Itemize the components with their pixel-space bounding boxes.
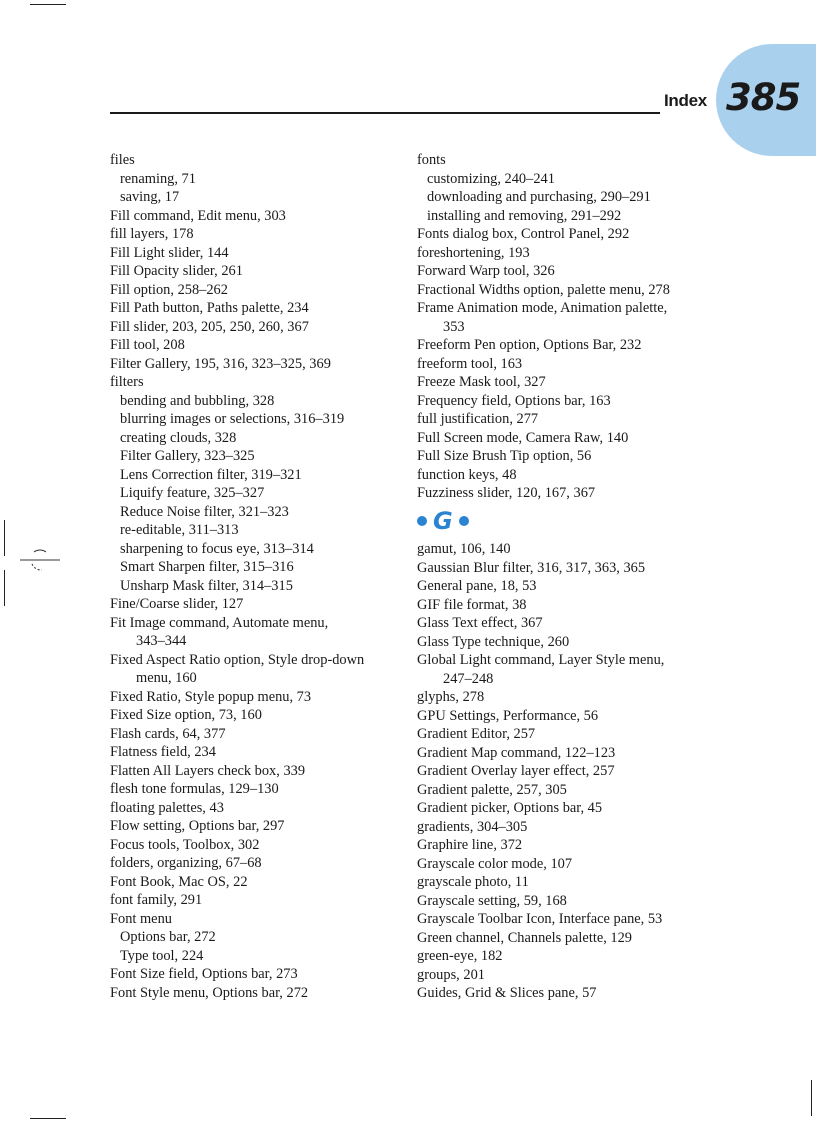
index-entry: Gradient Overlay layer effect, 257 <box>417 763 615 779</box>
header-rule <box>110 112 660 114</box>
index-entry-continuation: 353 <box>443 318 465 335</box>
bullet-icon <box>459 516 469 526</box>
index-subentry: bending and bubbling, 328 <box>120 392 275 409</box>
index-subentry: Reduce Noise filter, 321–323 <box>120 503 289 520</box>
index-entry: Fractional Widths option, palette menu, 278 <box>417 281 670 298</box>
index-entry: Frame Animation mode, Animation palette, <box>417 300 668 316</box>
index-entry: Guides, Grid & Slices pane, 57 <box>417 985 597 1001</box>
index-column-right <box>417 151 747 1003</box>
index-entry: fill layers, 178 <box>110 226 194 242</box>
index-subentry: installing and removing, 291–292 <box>427 207 622 224</box>
index-entry: Fill tool, 208 <box>110 337 185 353</box>
index-entry: flesh tone formulas, 129–130 <box>110 781 279 797</box>
index-entry: groups, 201 <box>417 966 485 983</box>
index-entry: Flash cards, 64, 377 <box>110 725 226 742</box>
index-entry: Fonts dialog box, Control Panel, 292 <box>417 226 630 242</box>
index-entry: GPU Settings, Performance, 56 <box>417 707 599 724</box>
index-entry: font family, 291 <box>110 892 203 908</box>
index-entry-continuation: 343–344 <box>136 633 187 649</box>
index-entry: Fixed Ratio, Style popup menu, 73 <box>110 688 312 705</box>
index-entry: grayscale photo, 11 <box>417 874 529 890</box>
crop-mark-left-mid-top <box>4 520 5 556</box>
index-entry: Fit Image command, Automate menu, <box>110 614 329 631</box>
index-subentry: re-editable, 311–313 <box>120 522 239 538</box>
index-entry: Frequency field, Options bar, 163 <box>417 392 611 409</box>
index-subentry: sharpening to focus eye, 313–314 <box>120 540 314 557</box>
index-entry-continuation: 247–248 <box>443 670 494 687</box>
index-entry: Font Book, Mac OS, 22 <box>110 873 248 890</box>
index-entry: Full Size Brush Tip option, 56 <box>417 448 592 464</box>
index-subentry: renaming, 71 <box>120 170 196 187</box>
bullet-icon <box>417 516 427 526</box>
index-entry: Fill command, Edit menu, 303 <box>110 207 286 224</box>
crop-mark-right-bottom <box>811 1080 812 1116</box>
index-entry: Flatten All Layers check box, 339 <box>110 762 306 779</box>
index-entry: Grayscale Toolbar Icon, Interface pane, 53 <box>417 911 663 927</box>
index-entry: Fixed Size option, 73, 160 <box>110 707 262 723</box>
index-entry: Gradient Editor, 257 <box>417 726 536 742</box>
index-subentry: Type tool, 224 <box>120 947 204 964</box>
index-entry: Global Light command, Layer Style menu, <box>417 652 665 668</box>
index-entry: Grayscale color mode, 107 <box>417 855 573 872</box>
index-entry: green-eye, 182 <box>417 948 503 964</box>
index-entry: full justification, 277 <box>417 411 539 427</box>
crop-mark-top-left <box>30 4 66 5</box>
index-entry: filters <box>110 374 144 390</box>
section-letter: G <box>433 507 453 536</box>
index-entry: glyphs, 278 <box>417 689 485 705</box>
index-entry: General pane, 18, 53 <box>417 578 537 594</box>
index-entry: freeform tool, 163 <box>417 355 523 372</box>
index-entries-f <box>417 151 747 503</box>
index-entry: Flatness field, 234 <box>110 744 216 760</box>
index-entries-g <box>417 540 747 1003</box>
index-column-left <box>110 151 410 1002</box>
index-subentry: Options bar, 272 <box>120 929 216 945</box>
index-entry: Font Style menu, Options bar, 272 <box>110 984 309 1001</box>
index-entry: Fill option, 258–262 <box>110 281 228 298</box>
index-entry: floating palettes, 43 <box>110 799 224 816</box>
index-entry: folders, organizing, 67–68 <box>110 855 262 871</box>
index-entry: Graphire line, 372 <box>417 837 523 853</box>
index-entry: gamut, 106, 140 <box>417 541 511 557</box>
index-entry: GIF file format, 38 <box>417 596 527 613</box>
index-entry: Fill Light slider, 144 <box>110 244 229 261</box>
index-entry: Full Screen mode, Camera Raw, 140 <box>417 429 629 446</box>
index-subentry: Liquify feature, 325–327 <box>120 485 265 501</box>
index-entry: files <box>110 152 135 168</box>
index-subentry: Filter Gallery, 323–325 <box>120 448 255 464</box>
index-entry-continuation: menu, 160 <box>136 670 197 686</box>
index-entry: Filter Gallery, 195, 316, 323–325, 369 <box>110 355 331 372</box>
index-entry: function keys, 48 <box>417 466 517 483</box>
index-subentry: customizing, 240–241 <box>427 170 555 187</box>
index-subentry: creating clouds, 328 <box>120 429 237 446</box>
index-entry: Freeze Mask tool, 327 <box>417 374 546 390</box>
page-number: 385 <box>726 76 801 119</box>
index-entry: Fill Path button, Paths palette, 234 <box>110 300 309 316</box>
index-subentry: Smart Sharpen filter, 315–316 <box>120 559 294 575</box>
index-entry: fonts <box>417 152 446 168</box>
index-entry: Glass Text effect, 367 <box>417 615 543 631</box>
index-entry: gradients, 304–305 <box>417 818 528 835</box>
index-subentry: blurring images or selections, 316–319 <box>120 411 345 427</box>
index-entry: Fuzziness slider, 120, 167, 367 <box>417 485 596 501</box>
section-heading-g <box>417 503 747 541</box>
index-entry: Glass Type technique, 260 <box>417 633 570 650</box>
index-entry: foreshortening, 193 <box>417 244 530 261</box>
index-entry: Gradient palette, 257, 305 <box>417 781 567 798</box>
registration-mark-icon <box>20 540 60 580</box>
index-entry: Green channel, Channels palette, 129 <box>417 929 632 946</box>
running-header: Index <box>664 91 707 110</box>
index-subentry: downloading and purchasing, 290–291 <box>427 189 651 205</box>
index-entry: Fill slider, 203, 205, 250, 260, 367 <box>110 318 309 335</box>
crop-mark-bottom-left <box>30 1118 66 1119</box>
index-entry: Font menu <box>110 910 172 927</box>
index-entry: Freeform Pen option, Options Bar, 232 <box>417 337 642 353</box>
index-entry: Focus tools, Toolbox, 302 <box>110 836 260 853</box>
index-entry: Font Size field, Options bar, 273 <box>110 966 298 982</box>
crop-mark-left-mid-bottom <box>4 570 5 606</box>
index-entry: Flow setting, Options bar, 297 <box>110 818 285 834</box>
index-entry: Fine/Coarse slider, 127 <box>110 596 244 612</box>
index-entry: Gaussian Blur filter, 316, 317, 363, 365 <box>417 559 646 576</box>
index-subentry: Lens Correction filter, 319–321 <box>120 466 302 483</box>
index-entry: Gradient picker, Options bar, 45 <box>417 800 603 816</box>
index-entry: Forward Warp tool, 326 <box>417 263 555 279</box>
index-subentry: saving, 17 <box>120 189 180 205</box>
index-entry: Fill Opacity slider, 261 <box>110 263 243 279</box>
index-entry: Gradient Map command, 122–123 <box>417 744 616 761</box>
index-entry: Fixed Aspect Ratio option, Style drop-down <box>110 651 365 668</box>
index-subentry: Unsharp Mask filter, 314–315 <box>120 577 293 594</box>
index-entry: Grayscale setting, 59, 168 <box>417 892 567 909</box>
